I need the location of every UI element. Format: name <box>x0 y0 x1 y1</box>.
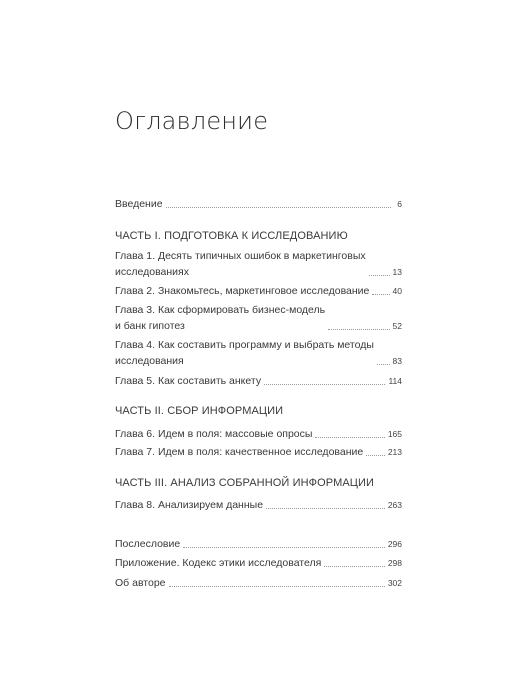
toc-entry-chapter-4[interactable] <box>115 337 402 369</box>
dot-leader <box>324 565 385 567</box>
dot-leader <box>366 454 385 456</box>
dot-leader <box>315 436 384 438</box>
page-title: Оглавление <box>115 107 269 135</box>
dot-leader <box>169 585 385 587</box>
toc-entry-label: Послесловие <box>115 538 181 550</box>
toc-entry-afterword[interactable] <box>115 536 402 552</box>
dot-leader <box>166 206 391 208</box>
toc-page-number: 40 <box>392 286 402 296</box>
toc-page-number: 263 <box>387 500 402 510</box>
dot-leader <box>266 507 385 509</box>
dot-leader <box>264 383 385 385</box>
toc-entry-chapter-1[interactable] <box>115 248 402 280</box>
toc-entry-chapter-3[interactable] <box>115 302 402 334</box>
toc-entry-label: Глава 3. Как сформировать бизнес-модель и банк гипотез <box>115 304 326 332</box>
toc-entry-label: Глава 7. Идем в поля: качественное исследование <box>115 446 364 458</box>
toc-entry-label: Приложение. Кодекс этики исследователя <box>115 557 322 569</box>
toc-entry-chapter-6[interactable] <box>115 426 402 442</box>
dot-leader <box>183 546 385 548</box>
toc-entry-label: Введение <box>115 198 163 210</box>
toc-page-number: 165 <box>387 429 402 439</box>
toc-entry-chapter-2[interactable] <box>115 283 402 299</box>
toc-entry-label: Глава 4. Как составить программу и выбрать методы исследования <box>115 339 374 367</box>
toc-page-number: 52 <box>392 321 402 331</box>
dot-leader <box>372 293 389 295</box>
toc-part-3[interactable]: ЧАСТЬ III. АНАЛИЗ СОБРАННОЙ ИНФОРМАЦИИ <box>115 477 375 489</box>
toc-page-number: 6 <box>397 199 402 209</box>
dot-leader <box>377 363 390 365</box>
toc-entry-label: Глава 5. Как составить анкету <box>115 375 262 387</box>
toc-entry-chapter-8[interactable] <box>115 497 402 513</box>
toc-page-number: 83 <box>392 356 402 366</box>
toc-entry-chapter-5[interactable] <box>115 373 402 389</box>
toc-page-number: 302 <box>387 578 402 588</box>
toc-page-number: 296 <box>387 539 402 549</box>
toc-entry-intro[interactable] <box>115 196 402 212</box>
toc-part-1[interactable]: ЧАСТЬ I. ПОДГОТОВКА К ИССЛЕДОВАНИЮ <box>115 230 348 242</box>
toc-entry-appendix[interactable] <box>115 555 402 571</box>
toc-page-number: 298 <box>387 558 402 568</box>
dot-leader <box>328 328 389 330</box>
dot-leader <box>369 274 390 276</box>
toc-page-number: 13 <box>392 267 402 277</box>
toc-entry-label: Глава 8. Анализируем данные <box>115 499 264 511</box>
toc-entry-label: Глава 2. Знакомьтесь, маркетинговое исследование <box>115 285 370 297</box>
toc-entry-label: Об авторе <box>115 577 166 589</box>
toc-entry-chapter-7[interactable] <box>115 444 402 460</box>
toc-page-number: 213 <box>387 447 402 457</box>
toc-entry-label: Глава 1. Десять типичных ошибок в маркетинговых исследованиях <box>115 250 366 278</box>
toc-page-number: 114 <box>388 376 402 386</box>
toc-entry-label: Глава 6. Идем в поля: массовые опросы <box>115 428 313 440</box>
toc-entry-about-author[interactable] <box>115 575 402 591</box>
toc-part-2[interactable]: ЧАСТЬ II. СБОР ИНФОРМАЦИИ <box>115 405 284 417</box>
